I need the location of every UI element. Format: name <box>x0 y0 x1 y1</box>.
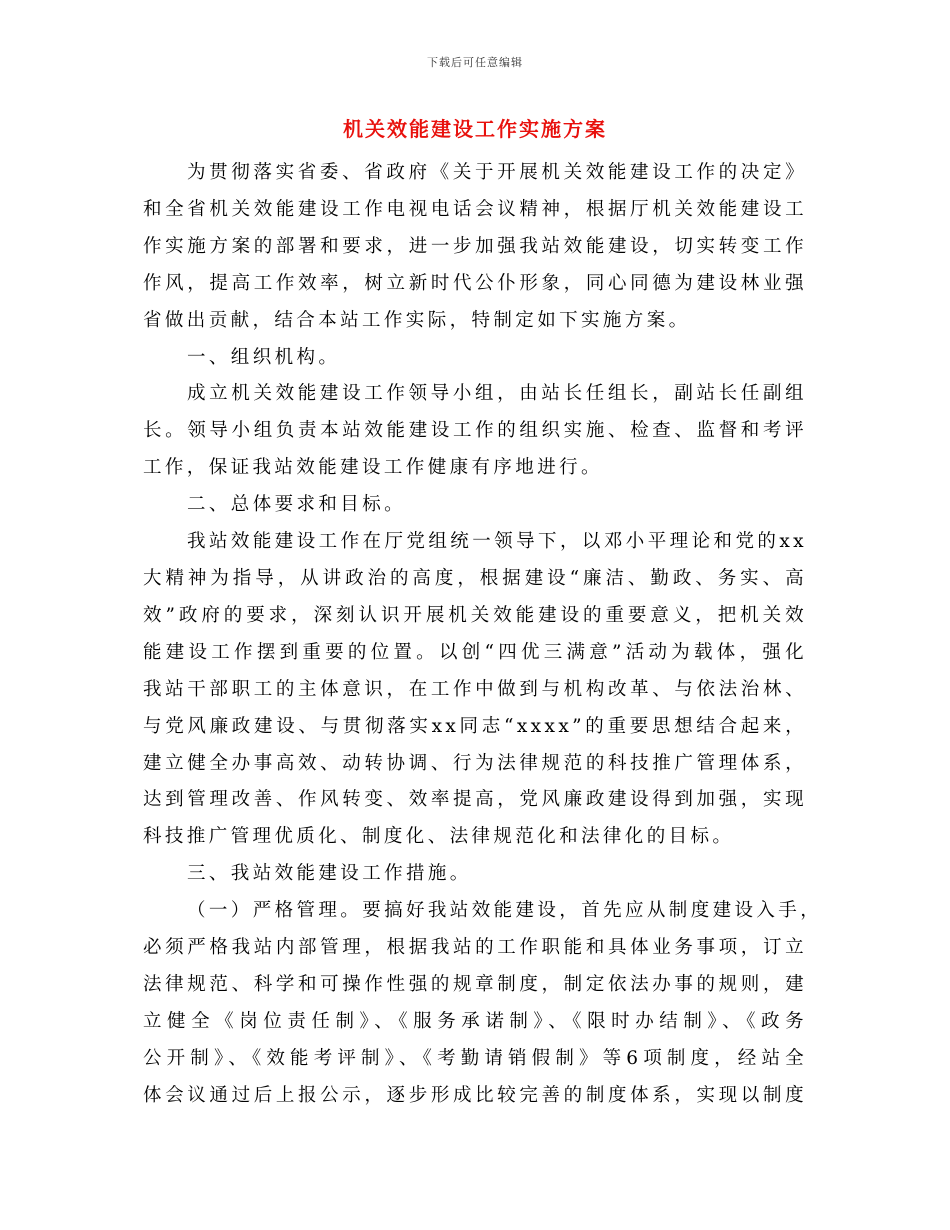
text-line: 为贯彻落实省委、省政府《关于开展机关效能建设工作的决定》 <box>187 162 807 183</box>
text-line: 三、我站效能建设工作措施。 <box>187 863 472 885</box>
text-line: 二、总体要求和目标。 <box>187 494 407 516</box>
document-title: 机关效能建设工作实施方案 <box>343 117 607 141</box>
text-line: 效”政府的要求，深刻认识开展机关效能建设的重要意义，把机关效 <box>143 604 807 626</box>
text-line: 与党风廉政建设、与贯彻落实xx同志“xxxx”的重要思想结合起来， <box>143 715 807 737</box>
text-line: 法律规范、科学和可操作性强的规章制度，制定依法办事的规则，建 <box>143 973 807 995</box>
document-body <box>143 155 823 1115</box>
text-line: 公开制》、《效能考评制》、《考勤请销假制》等6项制度，经站全 <box>143 1047 807 1069</box>
text-line: 省做出贡献，结合本站工作实际，特制定如下实施方案。 <box>143 309 691 331</box>
text-line: 必须严格我站内部管理，根据我站的工作职能和具体业务事项，订立 <box>143 937 807 959</box>
text-line: 建立健全办事高效、动转协调、行为法律规范的科技推广管理体系， <box>143 752 807 774</box>
text-line: 科技推广管理优质化、制度化、法律规范化和法律化的目标。 <box>143 826 735 848</box>
text-line: 长。领导小组负责本站效能建设工作的组织实施、检查、监督和考评 <box>143 420 807 442</box>
text-line: （一）严格管理。要搞好我站效能建设，首先应从制度建设入手， <box>187 900 823 922</box>
text-line: 我站干部职工的主体意识，在工作中做到与机构改革、与依法治林、 <box>143 678 807 700</box>
text-line: 作实施方案的部署和要求，进一步加强我站效能建设，切实转变工作 <box>143 235 807 257</box>
text-line: 能建设工作摆到重要的位置。以创“四优三满意”活动为载体，强化 <box>143 641 807 663</box>
header-note: 下载后可任意编辑 <box>427 56 523 69</box>
text-line: 作风，提高工作效率，树立新时代公仆形象，同心同德为建设林业强 <box>143 272 807 294</box>
text-line: 我站效能建设工作在厅党组统一领导下，以邓小平理论和党的xx <box>187 531 807 553</box>
text-line: 体会议通过后上报公示，逐步形成比较完善的制度体系，实现以制度 <box>143 1084 807 1106</box>
text-line: 工作，保证我站效能建设工作健康有序地进行。 <box>143 457 603 479</box>
text-line: 立健全《岗位责任制》、《服务承诺制》、《限时办结制》、《政务 <box>143 1010 807 1032</box>
text-line: 和全省机关效能建设工作电视电话会议精神，根据厅机关效能建设工 <box>143 198 807 220</box>
text-line: 成立机关效能建设工作领导小组，由站长任组长，副站长任副组 <box>187 383 807 405</box>
text-line: 一、组织机构。 <box>187 346 341 368</box>
text-line: 大精神为指导，从讲政治的高度，根据建设“廉洁、勤政、务实、高 <box>143 567 807 589</box>
text-line: 达到管理改善、作风转变、效率提高，党风廉政建设得到加强，实现 <box>143 789 807 811</box>
